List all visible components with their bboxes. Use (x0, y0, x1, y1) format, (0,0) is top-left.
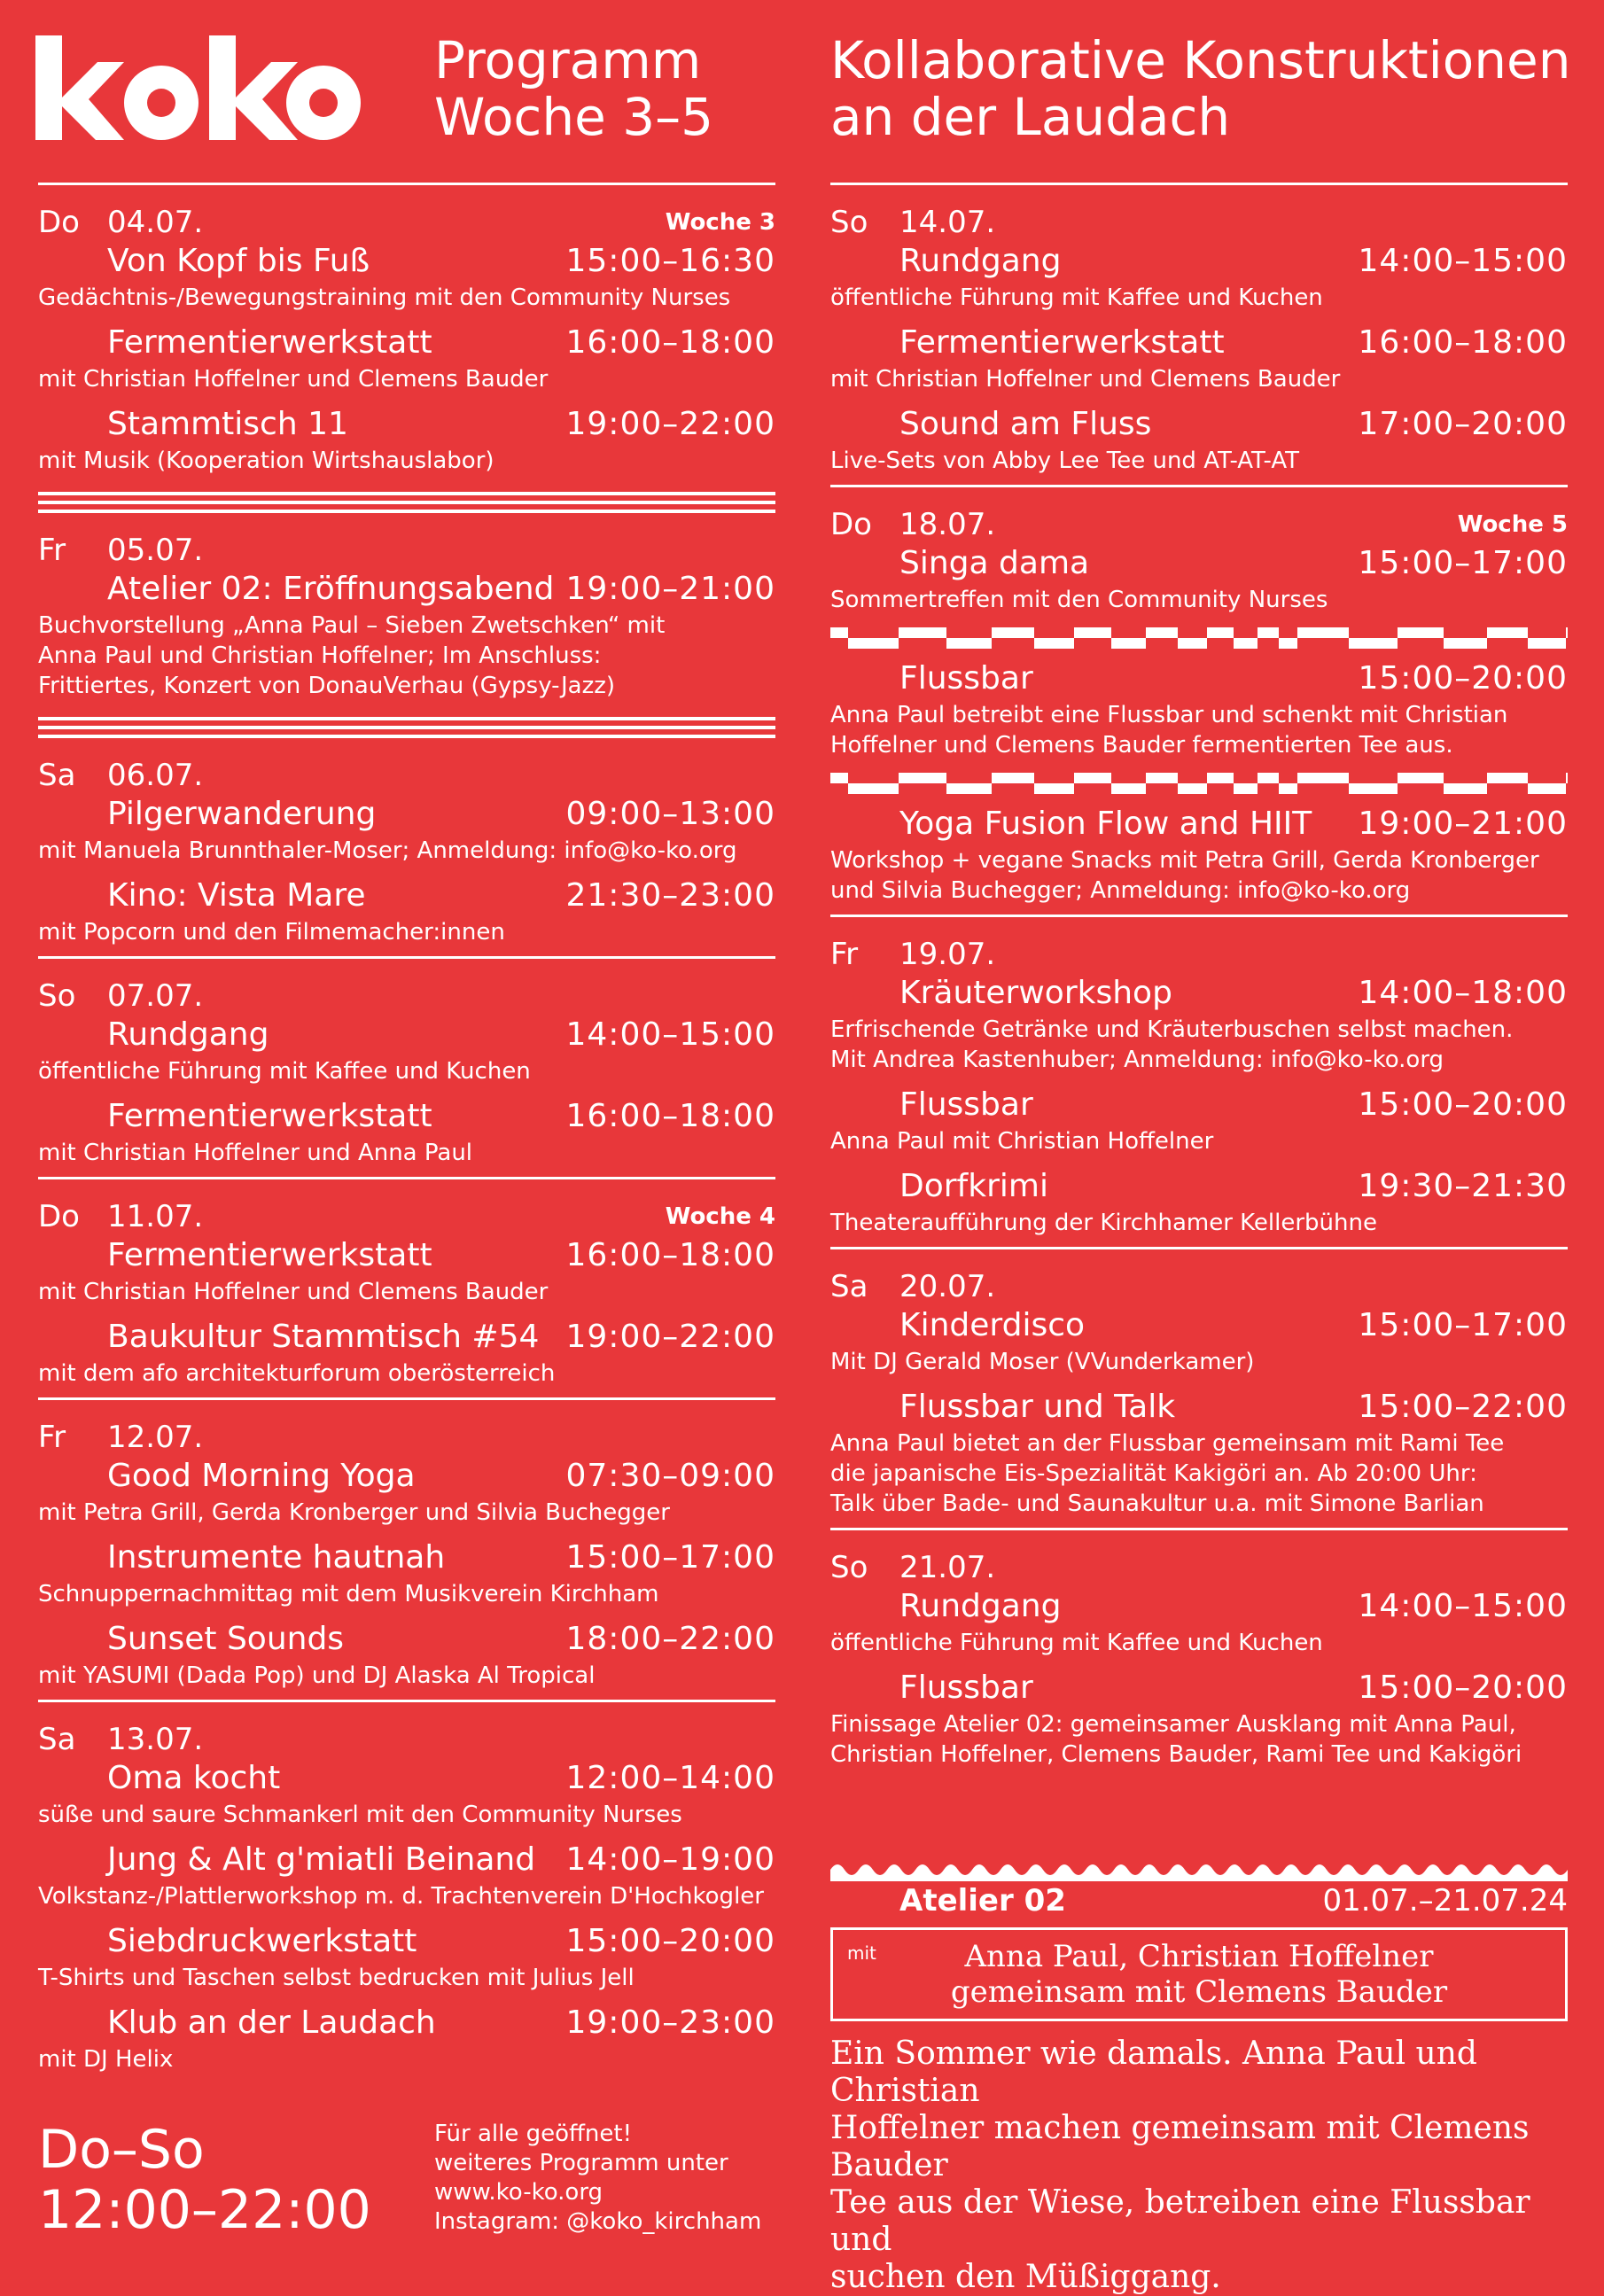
event-time: 15:00–17:00 (565, 1539, 775, 1576)
weekday: Sa (38, 758, 76, 793)
event-row (830, 803, 1568, 845)
day-block (830, 917, 1568, 1247)
event-time: 15:00–20:00 (565, 1923, 775, 1959)
event-description: öffentliche Führung mit Kaffee und Kuchen (830, 1630, 1323, 1656)
event (38, 240, 775, 322)
day-header (38, 758, 775, 793)
event-title: Flussbar (899, 660, 1033, 697)
event-time: 16:00–18:00 (565, 324, 775, 361)
event (38, 1014, 775, 1095)
event-title: Siebdruckwerkstatt (107, 1923, 417, 1959)
event-row (830, 240, 1568, 283)
koko-logo (35, 35, 363, 146)
event-time: 16:00–18:00 (1358, 324, 1568, 361)
event-description: mit dem afo architekturforum oberösterreich (38, 1360, 556, 1387)
event-title: Yoga Fusion Flow and HIIT (899, 806, 1312, 842)
artist-names: Anna Paul, Christian Hoffelner gemeinsam mit Clemens Bauder (950, 1939, 1448, 2010)
event-row (38, 240, 775, 283)
event-title: Oma kocht (107, 1760, 281, 1796)
event (38, 875, 775, 956)
event-title: Pilgerwanderung (107, 796, 377, 832)
event (38, 568, 775, 710)
date: 21.07. (899, 1550, 996, 1585)
right-column (830, 183, 1568, 2296)
atelier-name: Atelier 02 (899, 1883, 1066, 1919)
event-row (38, 322, 775, 364)
event-description: Mit DJ Gerald Moser (VVunderkamer) (830, 1349, 1255, 1375)
event-row (38, 1920, 775, 1963)
event-row (830, 1585, 1568, 1628)
event-description: Anna Paul bietet an der Flussbar gemeinsam mit Rami Tee die japanische Eis-Spezialität Kakigöri an. Ab 20:00 Uhr: Talk über Bade- und Saunakultur u.a. mit Simone Barlian (830, 1430, 1505, 1517)
event (830, 542, 1568, 624)
event-title: Klub an der Laudach (107, 2004, 436, 2041)
event (38, 1920, 775, 2002)
event-row (38, 1316, 775, 1358)
triple-separator (38, 717, 775, 738)
event (38, 403, 775, 485)
opening-days: Do–So (38, 2119, 205, 2181)
event-row (38, 1234, 775, 1277)
event-row (38, 403, 775, 446)
event-title: Stammtisch 11 (107, 406, 348, 442)
event-time: 15:00–20:00 (1358, 1086, 1568, 1123)
event (830, 658, 1568, 769)
event (830, 1304, 1568, 1386)
event-time: 19:30–21:30 (1358, 1168, 1568, 1204)
weekday: Do (38, 1199, 80, 1234)
event-time: 14:00–19:00 (565, 1841, 775, 1878)
event-title: Fermentierwerkstatt (107, 1237, 432, 1273)
event-title: Rundgang (107, 1016, 269, 1053)
event-title: Jung & Alt g'miatli Beinand (107, 1841, 536, 1878)
event-title: Singa dama (899, 545, 1090, 581)
event-time: 14:00–18:00 (1358, 975, 1568, 1011)
week-label: Woche 3 (665, 209, 775, 236)
event-time: 19:00–21:00 (565, 571, 775, 607)
event (38, 1234, 775, 1316)
event (830, 1386, 1568, 1528)
event-row (38, 1095, 775, 1138)
event-description: mit DJ Helix (38, 2046, 174, 2073)
event-row (38, 793, 775, 836)
date: 14.07. (899, 205, 996, 240)
day-block (38, 738, 775, 956)
event-row (38, 1839, 775, 1881)
artists-box (830, 1927, 1568, 2021)
event-description: mit Musik (Kooperation Wirtshauslabor) (38, 448, 494, 474)
date: 20.07. (899, 1269, 996, 1304)
event (830, 1667, 1568, 1778)
date: 06.07. (107, 758, 204, 793)
event-time: 17:00–20:00 (1358, 406, 1568, 442)
event-row (830, 972, 1568, 1015)
date: 04.07. (107, 205, 204, 240)
day-header (830, 937, 1568, 972)
weekday: Fr (38, 1420, 66, 1455)
event-row (830, 322, 1568, 364)
event-description: öffentliche Führung mit Kaffee und Kuchen (38, 1058, 531, 1085)
event (830, 322, 1568, 403)
weekday: Fr (830, 937, 859, 972)
atelier-description: Ein Sommer wie damals. Anna Paul und Christian Hoffelner machen gemeinsam mit Clemens Bauder Tee aus der Wiese, betreiben eine Flussbar und suchen den Müßiggang. (830, 2035, 1530, 2295)
event-description: Finissage Atelier 02: gemeinsamer Ausklang mit Anna Paul, Christian Hoffelner, Clemens Bauder, Rami Tee und Kakigöri (830, 1711, 1522, 1768)
event-title: Flussbar (899, 1669, 1033, 1706)
left-column (38, 183, 775, 2083)
weekday: So (38, 978, 76, 1014)
event-time: 12:00–14:00 (565, 1760, 775, 1796)
day-block (38, 1702, 775, 2083)
weekday: Sa (38, 1722, 76, 1757)
event-description: Gedächtnis-/Bewegungstraining mit den Community Nurses (38, 284, 731, 311)
event-description: mit Manuela Brunnthaler-Moser; Anmeldung: info@ko-ko.org (38, 837, 737, 864)
event-description: mit YASUMI (Dada Pop) und DJ Alaska Al Tropical (38, 1662, 596, 1689)
event-title: Kinderdisco (899, 1307, 1086, 1343)
triple-separator (38, 492, 775, 513)
event-row (830, 1165, 1568, 1208)
event-row (830, 658, 1568, 700)
event-title: Baukultur Stammtisch #54 (107, 1319, 540, 1355)
event (830, 240, 1568, 322)
event-description: Volkstanz-/Plattlerworkshop m. d. Trachtenverein D'Hochkogler (38, 1883, 764, 1910)
day-header (830, 205, 1568, 240)
event-row (38, 2002, 775, 2044)
event-description: Theateraufführung der Kirchhamer Kellerbühne (830, 1210, 1377, 1236)
date: 13.07. (107, 1722, 204, 1757)
event (38, 1618, 775, 1700)
event-description: Buchvorstellung „Anna Paul – Sieben Zwetschken“ mit Anna Paul und Christian Hoffelner; Im Anschluss: Frittiertes, Konzert von DonauVerhau (Gypsy-Jazz) (38, 612, 666, 699)
event-description: Erfrischende Getränke und Kräuterbuschen selbst machen. Mit Andrea Kastenhuber; Anmeldung: info@ko-ko.org (830, 1016, 1514, 1073)
date: 05.07. (107, 533, 204, 568)
event-time: 14:00–15:00 (1358, 243, 1568, 279)
date: 11.07. (107, 1199, 204, 1234)
event-time: 14:00–15:00 (565, 1016, 775, 1053)
event-title: Dorfkrimi (899, 1168, 1048, 1204)
event-time: 15:00–20:00 (1358, 660, 1568, 697)
event-row (38, 1537, 775, 1579)
event-description: mit Christian Hoffelner und Clemens Bauder (38, 1279, 549, 1305)
event-title: Instrumente hautnah (107, 1539, 446, 1576)
day-header (38, 205, 775, 240)
day-header (38, 978, 775, 1014)
event-description: mit Christian Hoffelner und Clemens Bauder (38, 366, 549, 393)
day-header (38, 1420, 775, 1455)
event-title: Flussbar und Talk (899, 1389, 1176, 1425)
event-title: Fermentierwerkstatt (899, 324, 1225, 361)
event-title: Fermentierwerkstatt (107, 324, 432, 361)
event (38, 322, 775, 403)
event-row (38, 1014, 775, 1056)
event-time: 09:00–13:00 (565, 796, 775, 832)
day-header (830, 1550, 1568, 1585)
event-title: Fermentierwerkstatt (107, 1098, 432, 1134)
event-title: Kräuterworkshop (899, 975, 1172, 1011)
event-title: Rundgang (899, 243, 1062, 279)
event (38, 1537, 775, 1618)
event-title: Atelier 02: Eröffnungsabend (107, 571, 555, 607)
day-block (830, 487, 1568, 915)
event-title: Von Kopf bis Fuß (107, 243, 370, 279)
event-title: Rundgang (899, 1588, 1062, 1624)
event-row (830, 1386, 1568, 1428)
event (38, 1095, 775, 1177)
date: 12.07. (107, 1420, 204, 1455)
opening-hours (38, 2120, 371, 2240)
event (830, 1084, 1568, 1165)
event-description: mit Christian Hoffelner und Clemens Bauder (830, 366, 1341, 393)
event-description: T-Shirts und Taschen selbst bedrucken mit Julius Jell (38, 1965, 635, 1991)
day-header (38, 1199, 775, 1234)
event-row (38, 1618, 775, 1661)
event-time: 19:00–21:00 (1358, 806, 1568, 842)
day-block (38, 1400, 775, 1700)
wave-separator (830, 1858, 1568, 1881)
event-description: Anna Paul mit Christian Hoffelner (830, 1128, 1214, 1155)
event-row (38, 1757, 775, 1800)
date: 18.07. (899, 507, 996, 542)
checker-separator (830, 773, 1568, 794)
event-description: Live-Sets von Abby Lee Tee und AT-AT-AT (830, 448, 1299, 474)
event (830, 403, 1568, 485)
event-description: öffentliche Führung mit Kaffee und Kuchen (830, 284, 1323, 311)
event-title: Sunset Sounds (107, 1621, 345, 1657)
footer-info: Für alle geöffnet! weiteres Programm unter www.ko-ko.org Instagram: @koko_kirchham (434, 2121, 762, 2235)
event-row (830, 542, 1568, 585)
event-description: Schnuppernachmittag mit dem Musikverein Kirchham (38, 1581, 659, 1607)
day-header (830, 1269, 1568, 1304)
event-time: 16:00–18:00 (565, 1098, 775, 1134)
weekday: Do (38, 205, 80, 240)
event (38, 2002, 775, 2083)
event-time: 15:00–17:00 (1358, 1307, 1568, 1343)
opening-time: 12:00–22:00 (38, 2179, 371, 2241)
project-title: Kollaborative Konstruktionen an der Laudach (830, 30, 1571, 147)
event-description: mit Popcorn und den Filmemacher:innen (38, 919, 505, 946)
weekday: So (830, 205, 868, 240)
event (38, 1316, 775, 1397)
day-block (38, 959, 775, 1177)
weekday: Do (830, 507, 872, 542)
atelier-dates: 01.07.–21.07.24 (1322, 1883, 1568, 1919)
event-title: Good Morning Yoga (107, 1458, 416, 1494)
event-row (830, 403, 1568, 446)
week-label: Woche 5 (1457, 511, 1568, 538)
program-title: Programm Woche 3–5 (434, 30, 714, 147)
event-title: Flussbar (899, 1086, 1033, 1123)
event (38, 1757, 775, 1839)
event-row (830, 1084, 1568, 1126)
checker-separator (830, 627, 1568, 649)
atelier-header (830, 1881, 1568, 1920)
event-description: Sommertreffen mit den Community Nurses (830, 587, 1328, 613)
event-time: 19:00–23:00 (565, 2004, 775, 2041)
event-time: 15:00–22:00 (1358, 1389, 1568, 1425)
event-time: 15:00–16:30 (565, 243, 775, 279)
day-header (38, 533, 775, 568)
day-block (830, 1530, 1568, 1778)
event-description: mit Petra Grill, Gerda Kronberger und Silvia Buchegger (38, 1499, 670, 1526)
weekday: So (830, 1550, 868, 1585)
event-description: süße und saure Schmankerl mit den Community Nurses (38, 1802, 682, 1828)
event (38, 1839, 775, 1920)
event-title: Sound am Fluss (899, 406, 1152, 442)
event-time: 21:30–23:00 (565, 877, 775, 914)
event-description: Workshop + vegane Snacks mit Petra Grill, Gerda Kronberger und Silvia Buchegger; Anmeldung: info@ko-ko.org (830, 847, 1539, 904)
event (830, 1165, 1568, 1247)
date: 07.07. (107, 978, 204, 1014)
event-row (830, 1304, 1568, 1347)
event-time: 19:00–22:00 (565, 406, 775, 442)
event (830, 803, 1568, 915)
weekday: Sa (830, 1269, 868, 1304)
event (830, 1585, 1568, 1667)
day-block (830, 185, 1568, 485)
day-block (830, 1249, 1568, 1528)
event-row (38, 875, 775, 917)
day-block (38, 513, 775, 710)
event-time: 07:30–09:00 (565, 1458, 775, 1494)
event-time: 14:00–15:00 (1358, 1588, 1568, 1624)
day-block (38, 185, 775, 485)
day-block (38, 1179, 775, 1397)
day-header (830, 507, 1568, 542)
event-row (830, 1667, 1568, 1709)
event (830, 972, 1568, 1084)
event-time: 15:00–17:00 (1358, 545, 1568, 581)
mit-label: mit (847, 1942, 876, 1964)
event-description: Anna Paul betreibt eine Flussbar und schenkt mit Christian Hoffelner und Clemens Bauder fermentierten Tee aus. (830, 702, 1508, 759)
event-time: 18:00–22:00 (565, 1621, 775, 1657)
weekday: Fr (38, 533, 66, 568)
week-label: Woche 4 (665, 1203, 775, 1230)
event-description: mit Christian Hoffelner und Anna Paul (38, 1140, 473, 1166)
event-time: 19:00–22:00 (565, 1319, 775, 1355)
date: 19.07. (899, 937, 996, 972)
event-time: 15:00–20:00 (1358, 1669, 1568, 1706)
event-row (38, 1455, 775, 1498)
event-time: 16:00–18:00 (565, 1237, 775, 1273)
event-title: Kino: Vista Mare (107, 877, 366, 914)
event (38, 1455, 775, 1537)
day-header (38, 1722, 775, 1757)
event-row (38, 568, 775, 611)
event (38, 793, 775, 875)
